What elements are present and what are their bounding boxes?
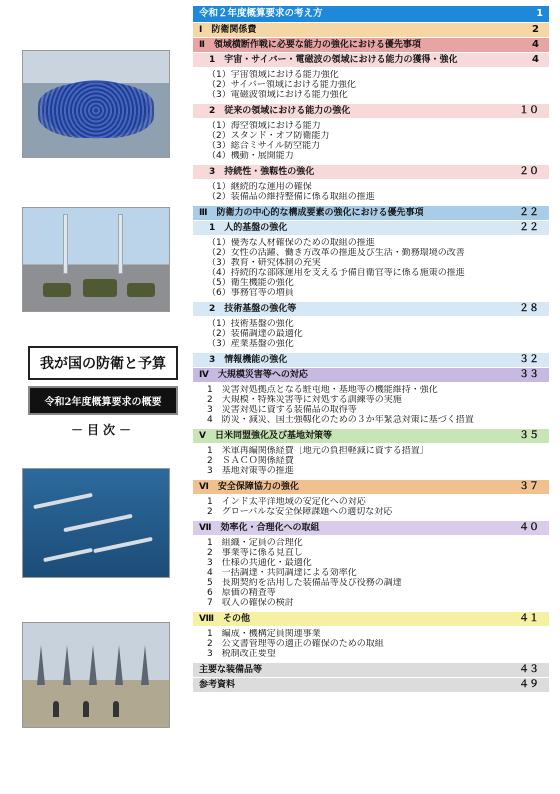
toc-section-row[interactable] xyxy=(193,103,549,118)
toc-entry-page: 4 xyxy=(532,39,539,50)
toc-subitem[interactable]: 2 ＳＡＣＯ関係経費 xyxy=(207,456,294,466)
toc-subitem[interactable]: （4）持続的な部隊運用を支える予備自衛官等に係る施策の推進 xyxy=(207,268,465,278)
fighter-jets-photo xyxy=(22,622,170,728)
toc-entry-page: ２８ xyxy=(519,303,539,314)
table-of-contents-label: －目次－ xyxy=(70,423,135,437)
toc-subitem[interactable]: 2 事業等に係る見直し xyxy=(207,548,303,558)
toc-subitem[interactable]: （1）優秀な人材確保のための取組の推進 xyxy=(207,238,375,248)
toc-chapter-row[interactable] xyxy=(193,520,549,535)
toc-entry-page: ３３ xyxy=(519,369,539,380)
toc-subitem[interactable]: 2 グローバルな安全保障課題への適切な対応 xyxy=(207,507,393,517)
toc-entry-page: ４１ xyxy=(519,613,539,624)
toc-subitem[interactable]: 4 防災・減災、国土強靱化のための３か年緊急対策に基づく措置 xyxy=(207,415,474,425)
bridge-tanks-photo xyxy=(22,207,170,312)
toc-entry-label: Ⅰ 防衛関係費 xyxy=(199,25,257,35)
toc-entry-page: ３２ xyxy=(519,354,539,365)
toc-entry-page: ２０ xyxy=(519,166,539,177)
toc-entry-page: 4 xyxy=(532,54,539,65)
toc-subitem[interactable]: 6 原価の精査等 xyxy=(207,588,276,598)
toc-entry-label: 2 従来の領域における能力の強化 xyxy=(209,106,351,116)
toc-subitem[interactable]: 2 公文書管理等の適正の確保のための取組 xyxy=(207,639,384,649)
toc-subitem[interactable]: （3）産業基盤の強化 xyxy=(207,339,294,349)
toc-subitem[interactable]: （2）サイバー領域における能力強化 xyxy=(207,80,356,90)
toc-header-page: 1 xyxy=(536,8,543,19)
toc-subitem[interactable]: 1 組織・定員の合理化 xyxy=(207,538,303,548)
toc-entry-label: 2 技術基盤の強化等 xyxy=(209,304,297,314)
toc-chapter-row[interactable] xyxy=(193,611,549,626)
toc-entry-label: 主要な装備品等 xyxy=(199,665,263,675)
troops-formation-photo xyxy=(22,50,170,158)
toc-subitem-list xyxy=(193,443,549,479)
toc-subitem[interactable]: 4 一括調達・共同調達による効率化 xyxy=(207,568,357,578)
toc-entry-label: 3 情報機能の強化 xyxy=(209,355,288,365)
toc-subitem[interactable]: 1 編成・機構定員関連事業 xyxy=(207,629,321,639)
toc-entry-label: Ⅴ 日米同盟強化及び基地対策等 xyxy=(199,431,332,441)
toc-entry-label: Ⅲ 防衛力の中心的な構成要素の強化における優先事項 xyxy=(199,208,424,218)
toc-entry-page: ３５ xyxy=(519,430,539,441)
toc-chapter-row[interactable] xyxy=(193,677,549,692)
toc-subitem[interactable]: （1）技術基盤の強化 xyxy=(207,319,294,329)
toc-entry-label: 1 人的基盤の強化 xyxy=(209,223,288,233)
toc-section-row[interactable] xyxy=(193,52,549,67)
toc-chapter-row[interactable] xyxy=(193,428,549,443)
toc-subitem[interactable]: 3 災害対処に資する装備品の取得等 xyxy=(207,405,357,415)
toc-entry-label: Ⅳ 大規模災害等への対応 xyxy=(199,370,308,380)
toc-entry-page: ２２ xyxy=(519,222,539,233)
table-of-contents xyxy=(193,6,549,791)
document-title-box xyxy=(28,346,178,438)
toc-subitem[interactable]: （5）衛生機能の強化 xyxy=(207,278,294,288)
toc-entry-label: 3 持続性・強靱性の強化 xyxy=(209,167,315,177)
toc-entry-page: ２２ xyxy=(519,207,539,218)
toc-subitem-list xyxy=(193,382,549,428)
toc-subitem-list xyxy=(193,179,549,205)
toc-chapter-row[interactable] xyxy=(193,22,549,37)
toc-subitem-list xyxy=(193,535,549,611)
toc-subitem[interactable]: 1 災害対処拠点となる駐屯地・基地等の機能維持・強化 xyxy=(207,385,438,395)
toc-subitem[interactable]: 3 仕様の共通化・最適化 xyxy=(207,558,312,568)
toc-entry-page: ３７ xyxy=(519,481,539,492)
toc-subitem[interactable]: （3）総合ミサイル防空能力 xyxy=(207,141,321,151)
toc-entry-label: 参考資料 xyxy=(199,680,236,690)
toc-entry-page: 2 xyxy=(532,24,539,35)
toc-subitem-list xyxy=(193,67,549,103)
toc-chapter-row[interactable] xyxy=(193,205,549,220)
toc-header[interactable] xyxy=(193,6,549,22)
toc-entry-label: Ⅵ 安全保障協力の強化 xyxy=(199,482,299,492)
toc-subitem-list xyxy=(193,316,549,352)
toc-entry-label: Ⅶ 効率化・合理化への取組 xyxy=(199,523,320,533)
toc-section-row[interactable] xyxy=(193,220,549,235)
toc-subitem[interactable]: （1）海空領域における能力 xyxy=(207,121,321,131)
toc-subitem[interactable]: 7 収入の確保の検討 xyxy=(207,598,294,608)
toc-subitem[interactable]: （3）電磁波領域における能力強化 xyxy=(207,90,348,100)
toc-subitem-list xyxy=(193,494,549,520)
toc-section-row[interactable] xyxy=(193,301,549,316)
toc-subitem[interactable]: （1）宇宙領域における能力強化 xyxy=(207,70,339,80)
toc-chapter-row[interactable] xyxy=(193,367,549,382)
toc-subitem[interactable]: 1 米軍再編関係経費［地元の負担軽減に資する措置］ xyxy=(207,446,429,456)
toc-subitem-list xyxy=(193,626,549,662)
toc-header-label: 令和２年度概算要求の考え方 xyxy=(199,8,323,19)
toc-subitem[interactable]: （2）女性の活躍、働き方改革の推進及び生活・勤務環境の改善 xyxy=(207,248,465,258)
toc-entry-label: Ⅱ 領域横断作戦に必要な能力の強化における優先事項 xyxy=(199,40,421,50)
toc-entry-page: ４９ xyxy=(519,679,539,690)
toc-entry-page: ４０ xyxy=(519,522,539,533)
toc-entry-page: ４３ xyxy=(519,664,539,675)
toc-subitem[interactable]: （2）スタンド・オフ防衛能力 xyxy=(207,131,330,141)
toc-entry-page: １０ xyxy=(519,105,539,116)
toc-subitem[interactable]: 3 基地対策等の推進 xyxy=(207,466,294,476)
naval-fleet-photo xyxy=(22,468,170,578)
sub-title: 令和2年度概算要求の概要 xyxy=(28,386,178,415)
toc-subitem[interactable]: 1 インド太平洋地域の安定化への対応 xyxy=(207,497,366,507)
toc-entry-label: 1 宇宙・サイバー・電磁波の領域における能力の獲得・強化 xyxy=(209,55,458,65)
toc-entry-label: Ⅷ その他 xyxy=(199,614,251,624)
toc-subitem[interactable]: （4）機動・展開能力 xyxy=(207,151,294,161)
toc-section-row[interactable] xyxy=(193,164,549,179)
toc-subitem[interactable]: （2）装備調達の最適化 xyxy=(207,329,303,339)
toc-subitem[interactable]: （2）装備品の維持整備に係る取組の推進 xyxy=(207,192,375,202)
toc-subitem[interactable]: （1）継続的な運用の確保 xyxy=(207,182,312,192)
toc-section-row[interactable] xyxy=(193,352,549,367)
toc-subitem-list xyxy=(193,235,549,301)
toc-subitem[interactable]: （3）教育・研究体制の充実 xyxy=(207,258,321,268)
toc-chapter-row[interactable] xyxy=(193,479,549,494)
toc-subitem[interactable]: 5 長期契約を活用した装備品等及び役務の調達 xyxy=(207,578,402,588)
toc-chapter-row[interactable] xyxy=(193,662,549,677)
toc-chapter-row[interactable] xyxy=(193,37,549,52)
toc-subitem-list xyxy=(193,118,549,164)
toc-subitem[interactable]: 3 税制改正要望 xyxy=(207,649,276,659)
main-title: 我が国の防衛と予算 xyxy=(28,346,178,380)
toc-subitem[interactable]: 2 大規模・特殊災害等に対処する訓練等の実施 xyxy=(207,395,402,405)
toc-subitem[interactable]: （6）事務官等の増員 xyxy=(207,288,294,298)
